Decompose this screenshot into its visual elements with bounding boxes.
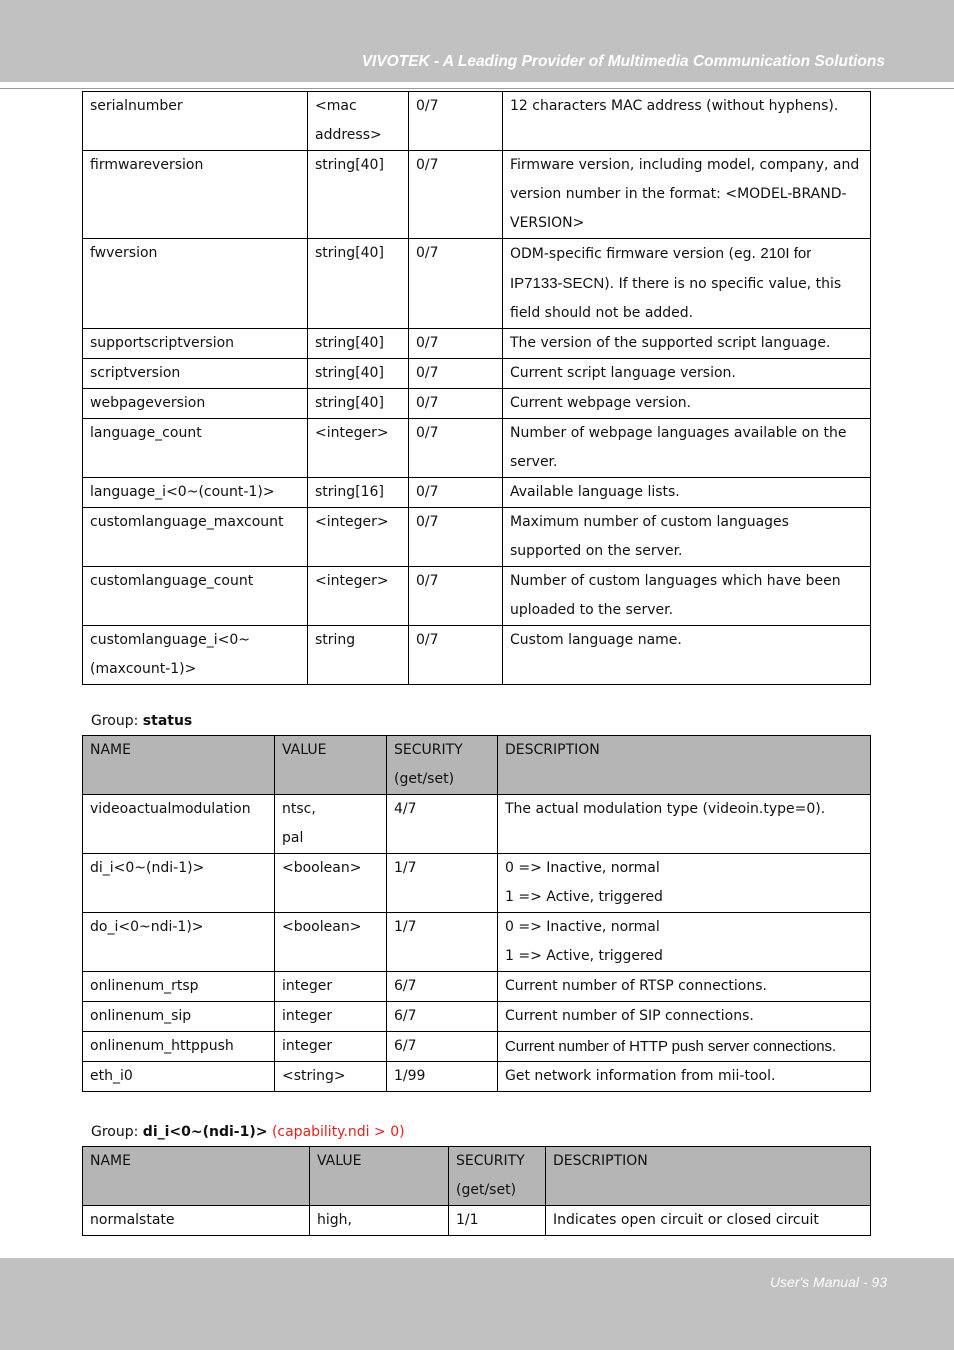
- param-description: 12 characters MAC address (without hyphens).: [503, 92, 871, 151]
- param-description: Current number of HTTP push server connections.: [498, 1032, 871, 1062]
- table-row: [83, 508, 871, 567]
- column-header-security: SECURITY (get/set): [449, 1147, 546, 1206]
- param-description: Custom language name.: [503, 626, 871, 685]
- param-security: 6/7: [387, 1002, 498, 1032]
- param-value: <integer>: [308, 419, 409, 478]
- param-security: 1/7: [387, 854, 498, 913]
- group-prefix: Group:: [91, 713, 143, 729]
- table-row: [83, 1062, 871, 1092]
- param-name: onlinenum_sip: [83, 1002, 275, 1032]
- table-row: [83, 1002, 871, 1032]
- table-row: [83, 913, 871, 972]
- param-value: <string>: [275, 1062, 387, 1092]
- param-security: 0/7: [409, 508, 503, 567]
- param-description: Firmware version, including model, company, and version number in the format: <MODEL-BRAND-VERSION>: [503, 151, 871, 239]
- table-header-row: [83, 736, 871, 795]
- param-value: string[40]: [308, 329, 409, 359]
- param-value: string[40]: [308, 359, 409, 389]
- header-title: VIVOTEK - A Leading Provider of Multimedia Communication Solutions: [361, 53, 885, 70]
- group-name: di_i<0~(ndi-1)>: [142, 1124, 268, 1140]
- param-description: Current number of SIP connections.: [498, 1002, 871, 1032]
- param-description: Available language lists.: [503, 478, 871, 508]
- example-version-text: 210I for IP7133-SECN: [510, 245, 812, 292]
- column-header-value: VALUE: [275, 736, 387, 795]
- table-row: [83, 626, 871, 685]
- param-description: Maximum number of custom languages supported on the server.: [503, 508, 871, 567]
- param-value: integer: [275, 1002, 387, 1032]
- table-row: [83, 1032, 871, 1062]
- param-value: <boolean>: [275, 854, 387, 913]
- param-name: videoactualmodulation: [83, 795, 275, 854]
- table-row: [83, 567, 871, 626]
- column-header-security: SECURITY (get/set): [387, 736, 498, 795]
- table-row: [83, 389, 871, 419]
- param-security: 1/99: [387, 1062, 498, 1092]
- header-divider: [0, 88, 954, 89]
- table-row: [83, 239, 871, 329]
- param-name: serialnumber: [83, 92, 308, 151]
- table-row: [83, 478, 871, 508]
- group-heading-di: [91, 1122, 405, 1142]
- group-heading-status: [91, 711, 192, 731]
- page-footer: [0, 1258, 954, 1350]
- param-value: string[40]: [308, 239, 409, 329]
- param-security: 0/7: [409, 239, 503, 329]
- param-name: onlinenum_rtsp: [83, 972, 275, 1002]
- param-name: customlanguage_count: [83, 567, 308, 626]
- param-security: 6/7: [387, 1032, 498, 1062]
- description-line: 0 => Inactive, normal: [505, 860, 660, 876]
- param-name: onlinenum_httppush: [83, 1032, 275, 1062]
- description-line: 1 => Active, triggered: [505, 889, 663, 905]
- param-security: 0/7: [409, 329, 503, 359]
- parameter-table-di: [82, 1146, 871, 1236]
- param-value: integer: [275, 972, 387, 1002]
- param-value: <mac address>: [308, 92, 409, 151]
- param-description: [503, 239, 871, 329]
- table-row: [83, 151, 871, 239]
- param-value: string[16]: [308, 478, 409, 508]
- value-option: ntsc,: [282, 801, 316, 817]
- param-value: integer: [275, 1032, 387, 1062]
- param-name: supportscriptversion: [83, 329, 308, 359]
- parameter-table-status: [82, 735, 871, 1092]
- param-value: string[40]: [308, 389, 409, 419]
- param-name: do_i<0~ndi-1)>: [83, 913, 275, 972]
- param-security: 0/7: [409, 626, 503, 685]
- param-name: language_count: [83, 419, 308, 478]
- table-row: [83, 854, 871, 913]
- param-security: 0/7: [409, 419, 503, 478]
- param-description: Number of webpage languages available on the server.: [503, 419, 871, 478]
- param-description: Number of custom languages which have been uploaded to the server.: [503, 567, 871, 626]
- param-value: [275, 795, 387, 854]
- param-security: 0/7: [409, 92, 503, 151]
- table-row: [83, 972, 871, 1002]
- param-security: 0/7: [409, 359, 503, 389]
- param-name: customlanguage_maxcount: [83, 508, 308, 567]
- group-name: status: [142, 713, 193, 729]
- param-name: scriptversion: [83, 359, 308, 389]
- param-description: The version of the supported script language.: [503, 329, 871, 359]
- param-value: <integer>: [308, 508, 409, 567]
- description-line: 1 => Active, triggered: [505, 948, 663, 964]
- column-header-description: DESCRIPTION: [546, 1147, 871, 1206]
- param-value: high,: [310, 1206, 449, 1236]
- param-security: 0/7: [409, 567, 503, 626]
- param-name: normalstate: [83, 1206, 310, 1236]
- param-value: string[40]: [308, 151, 409, 239]
- param-value: string: [308, 626, 409, 685]
- table-row: [83, 1206, 871, 1236]
- table-row: [83, 92, 871, 151]
- param-security: 6/7: [387, 972, 498, 1002]
- value-option: pal: [282, 830, 304, 846]
- description-line: 0 => Inactive, normal: [505, 919, 660, 935]
- column-header-description: DESCRIPTION: [498, 736, 871, 795]
- column-header-value: VALUE: [310, 1147, 449, 1206]
- param-name: firmwareversion: [83, 151, 308, 239]
- param-name: eth_i0: [83, 1062, 275, 1092]
- param-security: 1/1: [449, 1206, 546, 1236]
- param-description: Current number of RTSP connections.: [498, 972, 871, 1002]
- param-description: The actual modulation type (videoin.type=0).: [498, 795, 871, 854]
- column-header-name: NAME: [83, 1147, 310, 1206]
- group-prefix: Group:: [91, 1124, 143, 1140]
- param-security: 4/7: [387, 795, 498, 854]
- table-row: [83, 359, 871, 389]
- table-row: [83, 419, 871, 478]
- param-name: fwversion: [83, 239, 308, 329]
- param-name: customlanguage_i<0~(maxcount-1)>: [83, 626, 308, 685]
- param-description: Current script language version.: [503, 359, 871, 389]
- param-value: <integer>: [308, 567, 409, 626]
- param-security: 0/7: [409, 478, 503, 508]
- param-description: [498, 854, 871, 913]
- param-name: webpageversion: [83, 389, 308, 419]
- column-header-name: NAME: [83, 736, 275, 795]
- description-text: ). If there is no specific value, this field should not be added.: [510, 276, 842, 321]
- param-security: 0/7: [409, 389, 503, 419]
- page-header: [0, 0, 954, 82]
- description-text: ODM-specific firmware version (eg.: [510, 246, 761, 262]
- param-security: 0/7: [409, 151, 503, 239]
- param-security: 1/7: [387, 913, 498, 972]
- param-description: Current webpage version.: [503, 389, 871, 419]
- table-header-row: [83, 1147, 871, 1206]
- page-number: User's Manual - 93: [769, 1274, 887, 1290]
- param-name: language_i<0~(count-1)>: [83, 478, 308, 508]
- param-value: <boolean>: [275, 913, 387, 972]
- param-description: Get network information from mii-tool.: [498, 1062, 871, 1092]
- table-row: [83, 329, 871, 359]
- param-description: Indicates open circuit or closed circuit: [546, 1206, 871, 1236]
- group-condition: (capability.ndi > 0): [271, 1124, 405, 1140]
- param-name: di_i<0~(ndi-1)>: [83, 854, 275, 913]
- parameter-table-system: [82, 91, 871, 685]
- param-description: [498, 913, 871, 972]
- table-row: [83, 795, 871, 854]
